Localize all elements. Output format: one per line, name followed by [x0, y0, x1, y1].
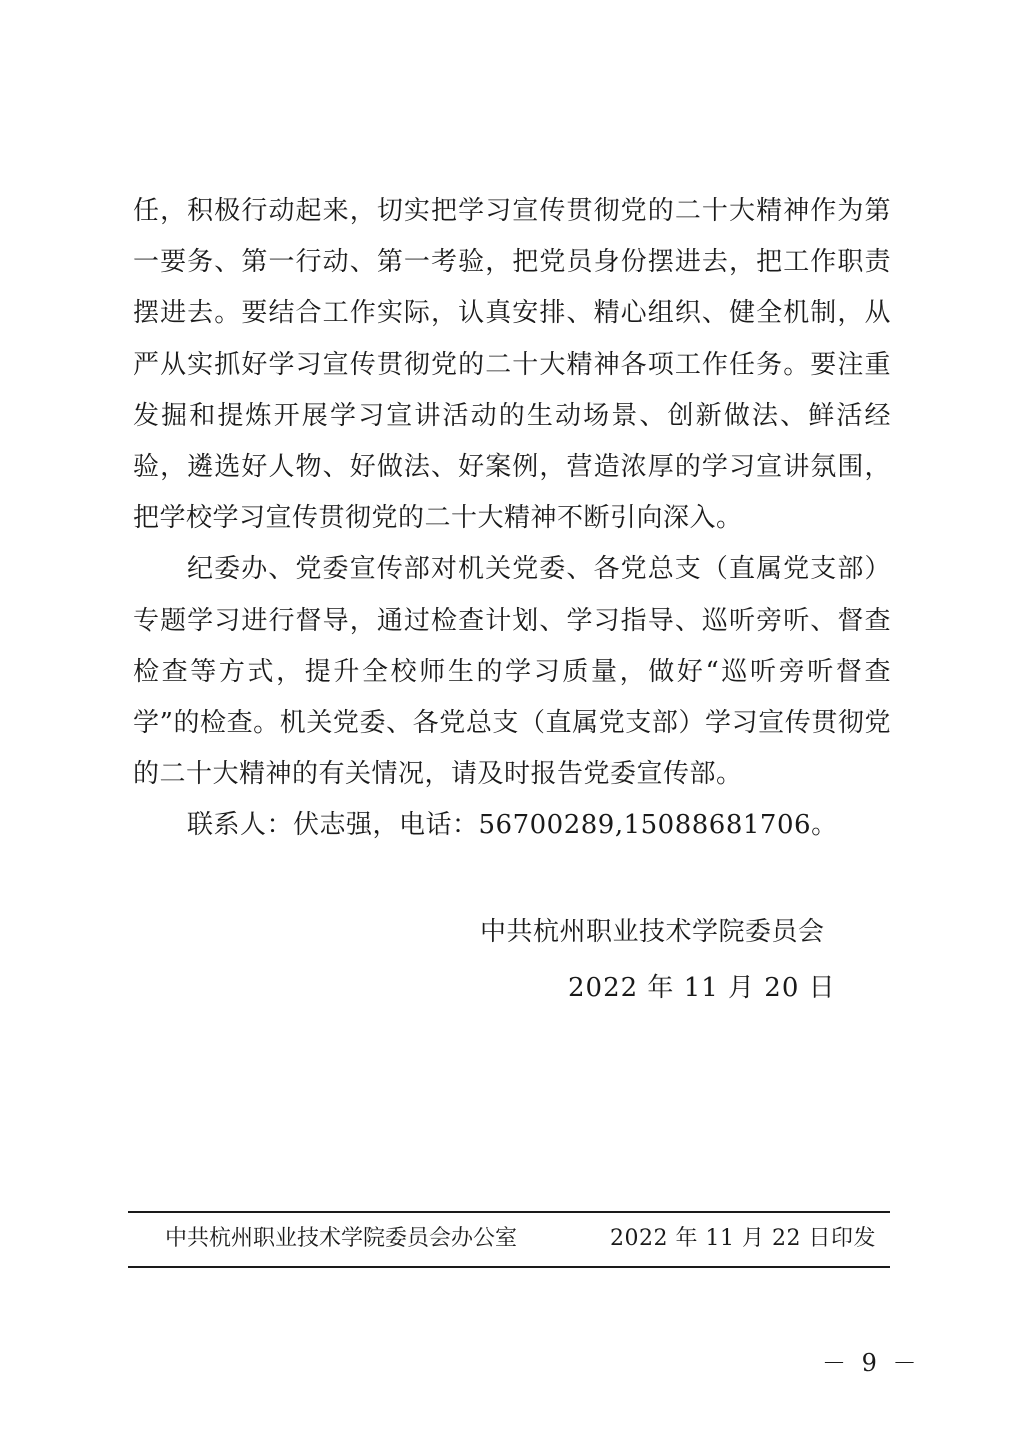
footer-top-rule — [128, 1211, 890, 1213]
paragraph-supervision: 纪委办、党委宣传部对机关党委、各党总支（直属党支部）专题学习进行督导，通过检查计划、学习指导、巡听旁听、督查检查等方式，提升全校师生的学习质量，做好“巡听旁听督查学”的检查。机关党委、各党总支（直属党支部）学习宣传贯彻党的二十大精神的有关情况，请及时报告党委宣传部。 — [133, 554, 891, 790]
footer-issuer: 中共杭州职业技术学院委员会办公室 — [165, 1226, 518, 1251]
page-number: － 9 － — [822, 1349, 921, 1377]
signature-date: 2022 年 11 月 20 日 — [568, 973, 836, 1003]
body-text — [133, 186, 891, 852]
footer-issue-date: 2022 年 11 月 22 日印发 — [610, 1226, 876, 1251]
footer-bottom-rule — [128, 1266, 890, 1268]
paragraph-contact: 联系人：伏志强，电话：56700289,15088681706。 — [187, 810, 838, 841]
signature-organization: 中共杭州职业技术学院委员会 — [480, 917, 825, 947]
paragraph-continuation: 任，积极行动起来，切实把学习宣传贯彻党的二十大精神作为第一要务、第一行动、第一考验，把党员身份摆进去，把工作职责摆进去。要结合工作实际，认真安排、精心组织、健全机制，从严从实抓好学习宣传贯彻党的二十大精神各项工作任务。要注重发掘和提炼开展学习宣讲活动的生动场景、创新做法、鲜活经验，遴选好人物、好做法、好案例，营造浓厚的学习宣讲氛围，把学校学习宣传贯彻党的二十大精神不断引向深入。 — [133, 196, 891, 534]
